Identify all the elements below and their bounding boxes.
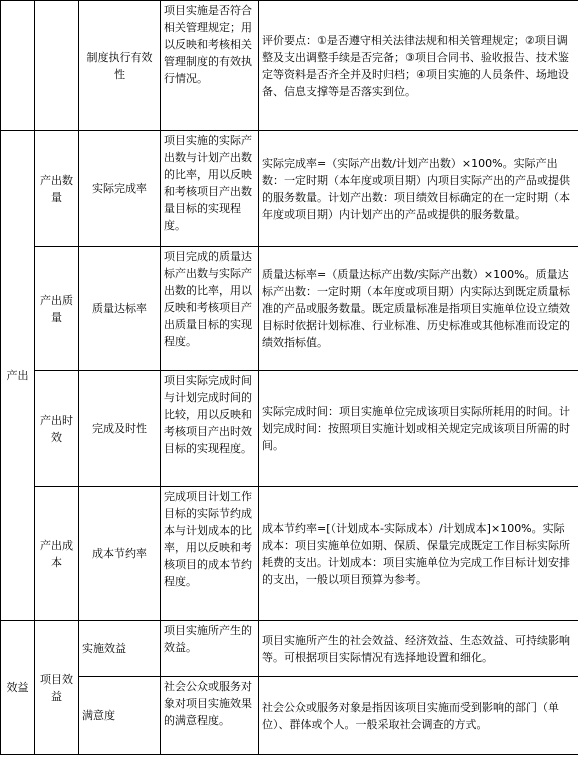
indicator-explanation: 社会公众或服务对象是指因该项目实施而受到影响的部门（单位）、群体或个人。一般采取社会调查的方式。 xyxy=(259,677,578,755)
indicator-name: 完成及时性 xyxy=(79,371,161,487)
table-row xyxy=(1,131,578,247)
indicator-name: 实施效益 xyxy=(79,621,161,677)
indicator-explanation: 项目实施所产生的社会效益、经济效益、生态效益、可持续影响等。可根据项目实际情况有选择地设置和细化。 xyxy=(259,621,578,677)
table-row xyxy=(1,1,578,131)
indicator-definition: 项目完成的质量达标产出数与实际产出数的比率，用以反映和考核项目产出质量目标的实现程度。 xyxy=(161,247,259,371)
table-row xyxy=(1,247,578,371)
subcategory-name: 项目效益 xyxy=(35,621,79,755)
table-row xyxy=(1,371,578,487)
subcategory-name: 产出质量 xyxy=(35,247,79,371)
subcategory-name: 产出时效 xyxy=(35,371,79,487)
indicator-explanation: 实际完成时间：项目实施单位完成该项目实际所耗用的时间。计划完成时间：按照项目实施计划或相关规定完成该项目所需的时间。 xyxy=(259,371,578,487)
indicator-explanation: 实际完成率=（实际产出数/计划产出数）×100%。实际产出数：一定时期（本年度或项目期）内项目实际产出的产品或提供的服务数量。计划产出数：项目绩效目标确定的在一定时期（本年度或项目期）内计划产出的产品或提供的服务数量。 xyxy=(259,131,578,247)
indicator-explanation: 成本节约率=[（计划成本-实际成本）/计划成本]×100%。实际成本：项目实施单位如期、保质、保量完成既定工作目标实际所耗费的支出。计划成本：项目实施单位为完成工作目标计划安排的支出，一般以项目预算为参考。 xyxy=(259,487,578,621)
subcategory-name: 产出成本 xyxy=(35,487,79,621)
indicator-definition: 项目实施所产生的效益。 xyxy=(161,621,259,677)
subcategory-cell-empty xyxy=(35,1,79,131)
indicator-definition: 项目实际完成时间与计划完成时间的比较，用以反映和考核项目产出时效目标的实现程度。 xyxy=(161,371,259,487)
indicator-definition: 项目实施是否符合相关管理规定；用以反映和考核相关管理制度的有效执行情况。 xyxy=(161,1,259,131)
subcategory-name: 产出数量 xyxy=(35,131,79,247)
indicator-explanation: 评价要点：①是否遵守相关法律法规和相关管理规定；②项目调整及支出调整手续是否完备；③项目合同书、验收报告、技术鉴定等资料是否齐全并及时归档；④项目实施的人员条件、场地设备、信息支撑等是否落实到位。 xyxy=(259,1,578,131)
indicator-definition: 社会公众或服务对象对项目实施效果的满意程度。 xyxy=(161,677,259,755)
category-cell-empty xyxy=(1,1,35,131)
indicator-definition: 完成项目计划工作目标的实际节约成本与计划成本的比率，用以反映和考核项目的成本节约程度。 xyxy=(161,487,259,621)
indicator-explanation: 质量达标率=（质量达标产出数/实际产出数）×100%。质量达标产出数：一定时期（本年度或项目期）内实际达到既定质量标准的产品或服务数量。既定质量标准是指项目实施单位设立绩效目标时依据计划标准、行业标准、历史标准或其他标准而设定的绩效指标值。 xyxy=(259,247,578,371)
category-output: 产出 xyxy=(1,131,35,621)
table-row xyxy=(1,677,578,755)
indicator-name: 实际完成率 xyxy=(79,131,161,247)
indicator-name: 质量达标率 xyxy=(79,247,161,371)
indicator-name: 满意度 xyxy=(79,677,161,755)
category-benefit: 效益 xyxy=(1,621,35,755)
indicator-name: 制度执行有效性 xyxy=(79,1,161,131)
table-row xyxy=(1,621,578,677)
indicator-name: 成本节约率 xyxy=(79,487,161,621)
indicator-definition: 项目实施的实际产出数与计划产出数的比率，用以反映和考核项目产出数量目标的实现程度。 xyxy=(161,131,259,247)
table-row xyxy=(1,487,578,621)
